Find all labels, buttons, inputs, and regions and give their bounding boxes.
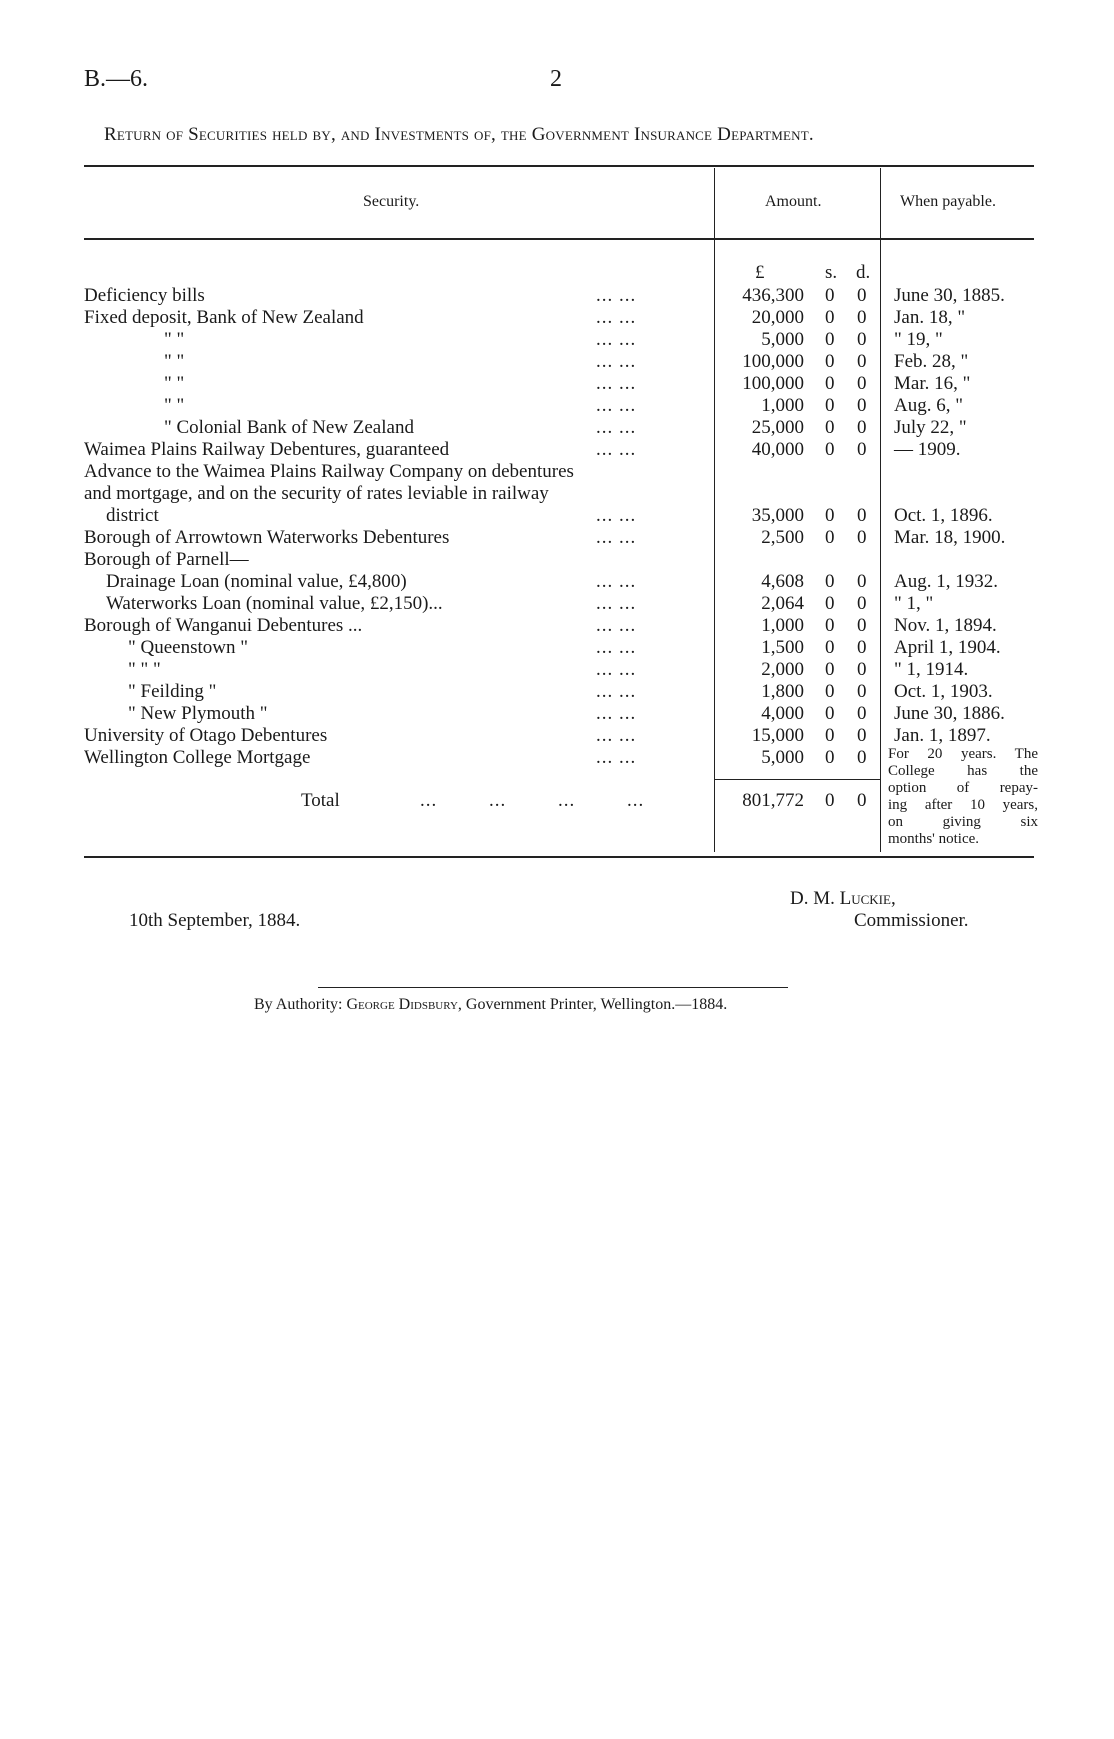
row-leader-dots: ... ... — [596, 593, 637, 614]
document-date: 10th September, 1884. — [129, 910, 301, 931]
row-pence: 0 — [857, 637, 867, 658]
row-leader-dots: ... ... — [596, 637, 637, 658]
document-title — [104, 124, 814, 146]
table-bottom-rule — [84, 856, 1034, 858]
row-pence: 0 — [857, 307, 867, 328]
row-pounds: 2,064 — [761, 593, 804, 614]
row-leader-dots: ... ... — [596, 417, 637, 438]
row-pounds: 1,500 — [761, 637, 804, 658]
row-pounds: 1,000 — [761, 395, 804, 416]
row-when-payable: " 1, " — [894, 593, 934, 614]
college-note-line: ing after 10 years, — [888, 797, 1038, 813]
row-shillings: 0 — [825, 615, 835, 636]
row-when-payable: " 19, " — [894, 329, 943, 350]
row-pence: 0 — [857, 571, 867, 592]
total-pence: 0 — [857, 790, 867, 811]
row-pounds: 4,000 — [761, 703, 804, 724]
row-pounds: 1,800 — [761, 681, 804, 702]
row-pounds: 100,000 — [742, 351, 804, 372]
row-leader-dots: ... ... — [596, 395, 637, 416]
row-leader-dots: ... ... — [596, 527, 637, 548]
signatory-name: D. M. Luckie, — [790, 888, 896, 909]
row-when-payable: Oct. 1, 1903. — [894, 681, 993, 702]
total-leader-dots: ... ... ... ... — [420, 790, 645, 811]
row-pounds: 40,000 — [751, 439, 804, 460]
row-when-payable: Mar. 18, 1900. — [894, 527, 1006, 548]
row-pounds: 2,000 — [761, 659, 804, 680]
row-when-payable: Feb. 28, " — [894, 351, 969, 372]
row-pounds: 436,300 — [742, 285, 804, 306]
total-label: Total — [301, 790, 340, 811]
row-pence: 0 — [857, 329, 867, 350]
row-shillings: 0 — [825, 285, 835, 306]
printer-authority — [254, 996, 727, 1014]
row-pounds: 15,000 — [751, 725, 804, 746]
row-leader-dots: ... ... — [596, 571, 637, 592]
row-security: and mortgage, and on the security of rates leviable in railway — [84, 483, 549, 504]
header-security: Security. — [363, 193, 420, 210]
row-leader-dots: ... ... — [596, 505, 637, 526]
row-when-payable: Jan. 1, 1897. — [894, 725, 991, 746]
row-pence: 0 — [857, 417, 867, 438]
college-note-line: College has the — [888, 763, 1038, 779]
row-security: " New Plymouth " — [128, 703, 268, 724]
row-pence: 0 — [857, 593, 867, 614]
row-shillings: 0 — [825, 527, 835, 548]
row-shillings: 0 — [825, 725, 835, 746]
row-shillings: 0 — [825, 637, 835, 658]
row-when-payable: Nov. 1, 1894. — [894, 615, 997, 636]
row-leader-dots: ... ... — [596, 703, 637, 724]
row-leader-dots: ... ... — [596, 373, 637, 394]
row-pounds: 4,608 — [761, 571, 804, 592]
college-note-line: months' notice. — [888, 831, 980, 847]
row-shillings: 0 — [825, 593, 835, 614]
row-security: Wellington College Mortgage — [84, 747, 311, 768]
row-pence: 0 — [857, 681, 867, 702]
row-pence: 0 — [857, 395, 867, 416]
authority-prefix: By Authority: — [254, 996, 343, 1013]
row-security: Advance to the Waimea Plains Railway Company on debentures — [84, 461, 574, 482]
row-security: Drainage Loan (nominal value, £4,800) — [106, 571, 407, 592]
row-security: " " — [164, 395, 185, 416]
header-bottom-rule — [84, 238, 1034, 240]
document-title-text: Return of Securities held by, and Investments of, the Government Insurance Department. — [104, 124, 814, 145]
total-pounds: 801,772 — [742, 790, 804, 811]
page-code: B.—6. — [84, 66, 149, 92]
row-pounds: 5,000 — [761, 747, 804, 768]
college-note-line: option of repay- — [888, 780, 1038, 796]
row-when-payable: Oct. 1, 1896. — [894, 505, 993, 526]
row-pounds: 35,000 — [751, 505, 804, 526]
row-security: " " — [164, 373, 185, 394]
row-security: Borough of Arrowtown Waterworks Debentures — [84, 527, 450, 548]
total-shillings: 0 — [825, 790, 835, 811]
row-when-payable: Aug. 6, " — [894, 395, 963, 416]
row-pounds: 2,500 — [761, 527, 804, 548]
row-shillings: 0 — [825, 329, 835, 350]
row-shillings: 0 — [825, 373, 835, 394]
row-pence: 0 — [857, 747, 867, 768]
row-security: " Queenstown " — [128, 637, 248, 658]
header-when-payable: When payable. — [900, 193, 996, 210]
row-leader-dots: ... ... — [596, 329, 637, 350]
row-pence: 0 — [857, 703, 867, 724]
row-when-payable: Jan. 18, " — [894, 307, 966, 328]
row-security: " " — [164, 351, 185, 372]
page-number: 2 — [550, 66, 562, 92]
row-shillings: 0 — [825, 395, 835, 416]
row-shillings: 0 — [825, 571, 835, 592]
unit-shillings: s. — [825, 262, 838, 283]
college-note-line: For 20 years. The — [888, 746, 1038, 762]
row-shillings: 0 — [825, 505, 835, 526]
row-when-payable: " 1, 1914. — [894, 659, 969, 680]
column-divider-amount — [714, 168, 715, 852]
row-pence: 0 — [857, 725, 867, 746]
row-leader-dots: ... ... — [596, 351, 637, 372]
row-pence: 0 — [857, 505, 867, 526]
row-shillings: 0 — [825, 439, 835, 460]
row-pounds: 1,000 — [761, 615, 804, 636]
row-pounds: 25,000 — [751, 417, 804, 438]
row-pence: 0 — [857, 373, 867, 394]
row-leader-dots: ... ... — [596, 439, 637, 460]
row-leader-dots: ... ... — [596, 307, 637, 328]
row-pence: 0 — [857, 527, 867, 548]
row-security: Borough of Parnell— — [84, 549, 249, 570]
row-leader-dots: ... ... — [596, 681, 637, 702]
row-leader-dots: ... ... — [596, 615, 637, 636]
row-shillings: 0 — [825, 703, 835, 724]
row-security: Fixed deposit, Bank of New Zealand — [84, 307, 364, 328]
college-note — [888, 746, 1038, 848]
row-when-payable: — 1909. — [894, 439, 961, 460]
row-shillings: 0 — [825, 681, 835, 702]
row-pence: 0 — [857, 285, 867, 306]
row-pounds: 5,000 — [761, 329, 804, 350]
row-security: district — [106, 505, 159, 526]
row-security: Waimea Plains Railway Debentures, guaranteed — [84, 439, 450, 460]
row-security: " Feilding " — [128, 681, 217, 702]
row-pounds: 100,000 — [742, 373, 804, 394]
row-security: Waterworks Loan (nominal value, £2,150)... — [106, 593, 443, 614]
unit-pounds: £ — [755, 262, 765, 283]
row-security: " " " — [128, 659, 161, 680]
row-security: Deficiency bills — [84, 285, 205, 306]
row-security: Borough of Wanganui Debentures ... — [84, 615, 363, 636]
row-leader-dots: ... ... — [596, 747, 637, 768]
row-when-payable: July 22, " — [894, 417, 967, 438]
row-pence: 0 — [857, 351, 867, 372]
row-security: University of Otago Debentures — [84, 725, 328, 746]
total-rule — [714, 779, 880, 780]
college-note-line: on giving six — [888, 814, 1038, 830]
row-when-payable: June 30, 1886. — [894, 703, 1005, 724]
row-when-payable: June 30, 1885. — [894, 285, 1005, 306]
row-shillings: 0 — [825, 417, 835, 438]
unit-pence: d. — [856, 262, 871, 283]
row-pence: 0 — [857, 659, 867, 680]
row-when-payable: April 1, 1904. — [894, 637, 1001, 658]
row-shillings: 0 — [825, 747, 835, 768]
row-when-payable: Aug. 1, 1932. — [894, 571, 998, 592]
row-pence: 0 — [857, 615, 867, 636]
row-security: " " — [164, 329, 185, 350]
table-top-rule — [84, 165, 1034, 167]
row-pence: 0 — [857, 439, 867, 460]
row-pounds: 20,000 — [751, 307, 804, 328]
row-leader-dots: ... ... — [596, 285, 637, 306]
signatory-title: Commissioner. — [854, 910, 969, 931]
column-divider-when — [880, 168, 881, 852]
row-when-payable: Mar. 16, " — [894, 373, 971, 394]
row-shillings: 0 — [825, 659, 835, 680]
authority-suffix: Government Printer, Wellington.—1884. — [465, 996, 728, 1013]
row-shillings: 0 — [825, 351, 835, 372]
footer-rule — [318, 987, 788, 988]
row-leader-dots: ... ... — [596, 725, 637, 746]
header-amount: Amount. — [765, 193, 822, 210]
row-security: " Colonial Bank of New Zealand — [164, 417, 414, 438]
authority-printer: George Didsbury, — [346, 996, 462, 1013]
row-shillings: 0 — [825, 307, 835, 328]
row-leader-dots: ... ... — [596, 659, 637, 680]
